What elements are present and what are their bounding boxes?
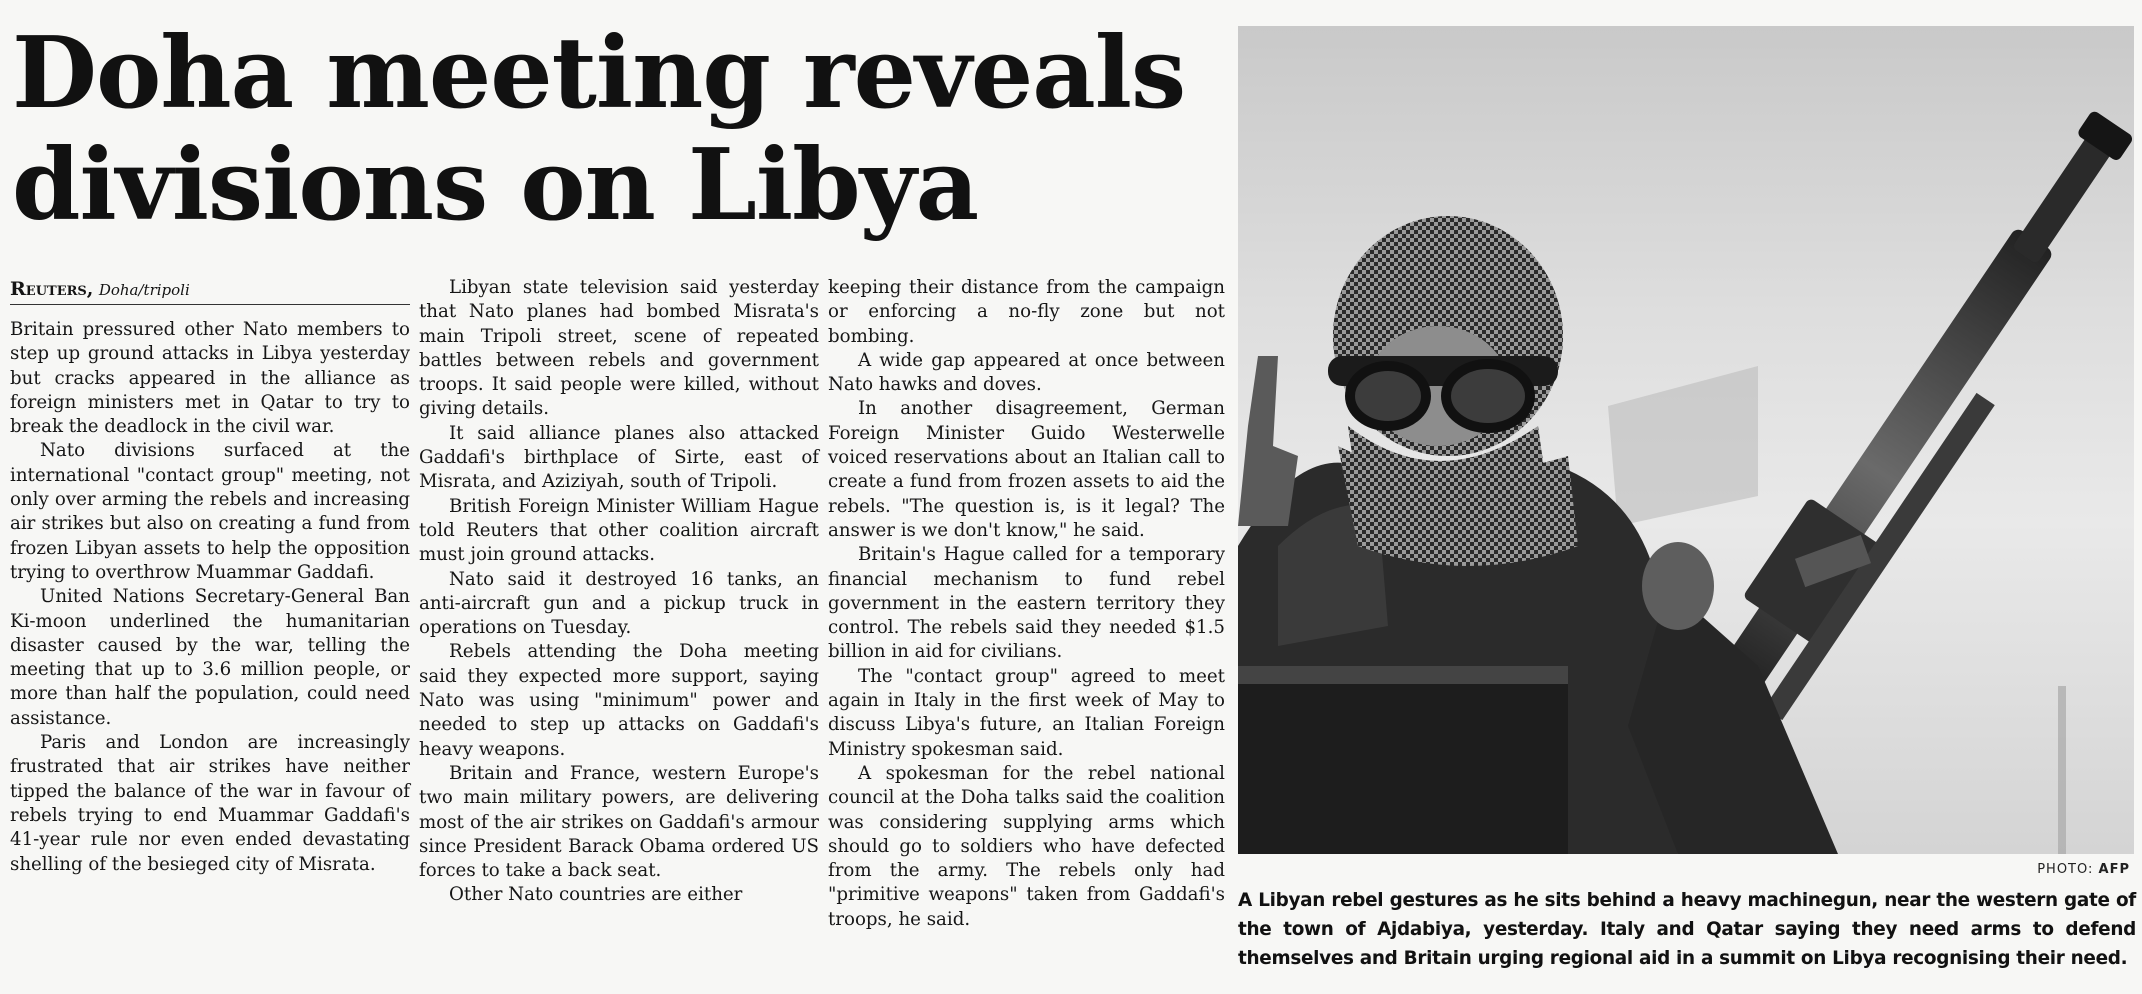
paragraph: Britain pressured other Nato members to step up ground attacks in Libya yesterday but cracks appeared in the alliance as foreign ministers met in Qatar to try to break the deadlock in the civil war. bbox=[10, 319, 410, 438]
paragraph: United Nations Secretary-General Ban Ki-moon underlined the humanitarian disaster caused by the war, telling the meeting that up to 3.6 million people, or more than half the population, could need assistance. bbox=[10, 586, 410, 729]
photo-caption: A Libyan rebel gestures as he sits behind a heavy machinegun, near the western gate of the town of Ajdabiya, yesterday. Italy and Qatar saying they need arms to defend themselves and Britain urging regional aid in a summit on Libya recognising their need. bbox=[1238, 890, 2136, 969]
article-column-2 bbox=[419, 276, 819, 908]
paragraph: Britain's Hague called for a temporary financial mechanism to fund rebel government in the eastern territory they control. The rebels said they needed $1.5 billion in aid for civilians. bbox=[828, 544, 1225, 663]
headline-line-2: divisions on Libya bbox=[12, 128, 979, 243]
paragraph: Rebels attending the Doha meeting said they expected more support, saying Nato was using "minimum" power and needed to step up attacks on Gaddafi's heavy weapons. bbox=[419, 641, 819, 760]
byline bbox=[10, 278, 410, 305]
paragraph: A spokesman for the rebel national council at the Doha talks said the coalition was considering supplying arms which should go to soldiers who have defected from the army. The rebels only had "primitive weapons" taken from Gaddafi's troops, he said. bbox=[828, 762, 1225, 930]
paragraph: A wide gap appeared at once between Nato hawks and doves. bbox=[828, 349, 1225, 396]
headline-line-1: Doha meeting reveals bbox=[12, 16, 1186, 131]
article-column-1 bbox=[10, 318, 410, 877]
paragraph: Nato said it destroyed 16 tanks, an anti-aircraft gun and a pickup truck in operations on Tuesday. bbox=[419, 568, 819, 639]
paragraph: In another disagreement, German Foreign Minister Guido Westerwelle voiced reservations about an Italian call to create a fund from frozen assets to aid the rebels. "The question is, is it legal? The answer is we don't know," he said. bbox=[828, 398, 1225, 541]
news-photo bbox=[1238, 26, 2134, 854]
paragraph: The "contact group" agreed to meet again in Italy in the first week of May to discuss Libya's future, an Italian Foreign Ministry spokesman said. bbox=[828, 665, 1225, 760]
byline-agency: Reuters, bbox=[10, 278, 94, 300]
photo-credit bbox=[2037, 862, 2130, 877]
paragraph: Paris and London are increasingly frustrated that air strikes have neither tipped the balance of the war in favour of rebels trying to end Muammar Gaddafi's 41-year rule nor even ended devastating shelling of the besieged city of Misrata. bbox=[10, 732, 410, 875]
paragraph: It said alliance planes also attacked Gaddafi's birthplace of Sirte, east of Misrata, and Aziziyah, south of Tripoli. bbox=[419, 422, 819, 493]
byline-dateline: Doha/tripoli bbox=[98, 281, 190, 299]
article-column-3 bbox=[828, 276, 1225, 932]
photo-credit-label: PHOTO: bbox=[2037, 862, 2094, 877]
paragraph: Nato divisions surfaced at the international "contact group" meeting, not only over arming the rebels and increasing air strikes but also on creating a fund from frozen Libyan assets to help the opposition trying to overthrow Muammar Gaddafi. bbox=[10, 440, 410, 583]
headline bbox=[12, 18, 1232, 242]
paragraph: Other Nato countries are either bbox=[449, 884, 743, 906]
photo-illustration bbox=[1238, 26, 2134, 854]
paragraph: keeping their distance from the campaign or enforcing a no-fly zone but not bombing. bbox=[828, 277, 1225, 347]
paragraph: Libyan state television said yesterday that Nato planes had bombed Misrata's main Tripoli street, scene of repeated battles between rebels and government troops. It said people were killed, without giving details. bbox=[419, 277, 819, 420]
paragraph: British Foreign Minister William Hague told Reuters that other coalition aircraft must join ground attacks. bbox=[419, 495, 819, 566]
photo-credit-source: AFP bbox=[2098, 862, 2130, 877]
paragraph: Britain and France, western Europe's two main military powers, are delivering most of the air strikes on Gaddafi's armour since President Barack Obama ordered US forces to take a back seat. bbox=[419, 762, 819, 882]
